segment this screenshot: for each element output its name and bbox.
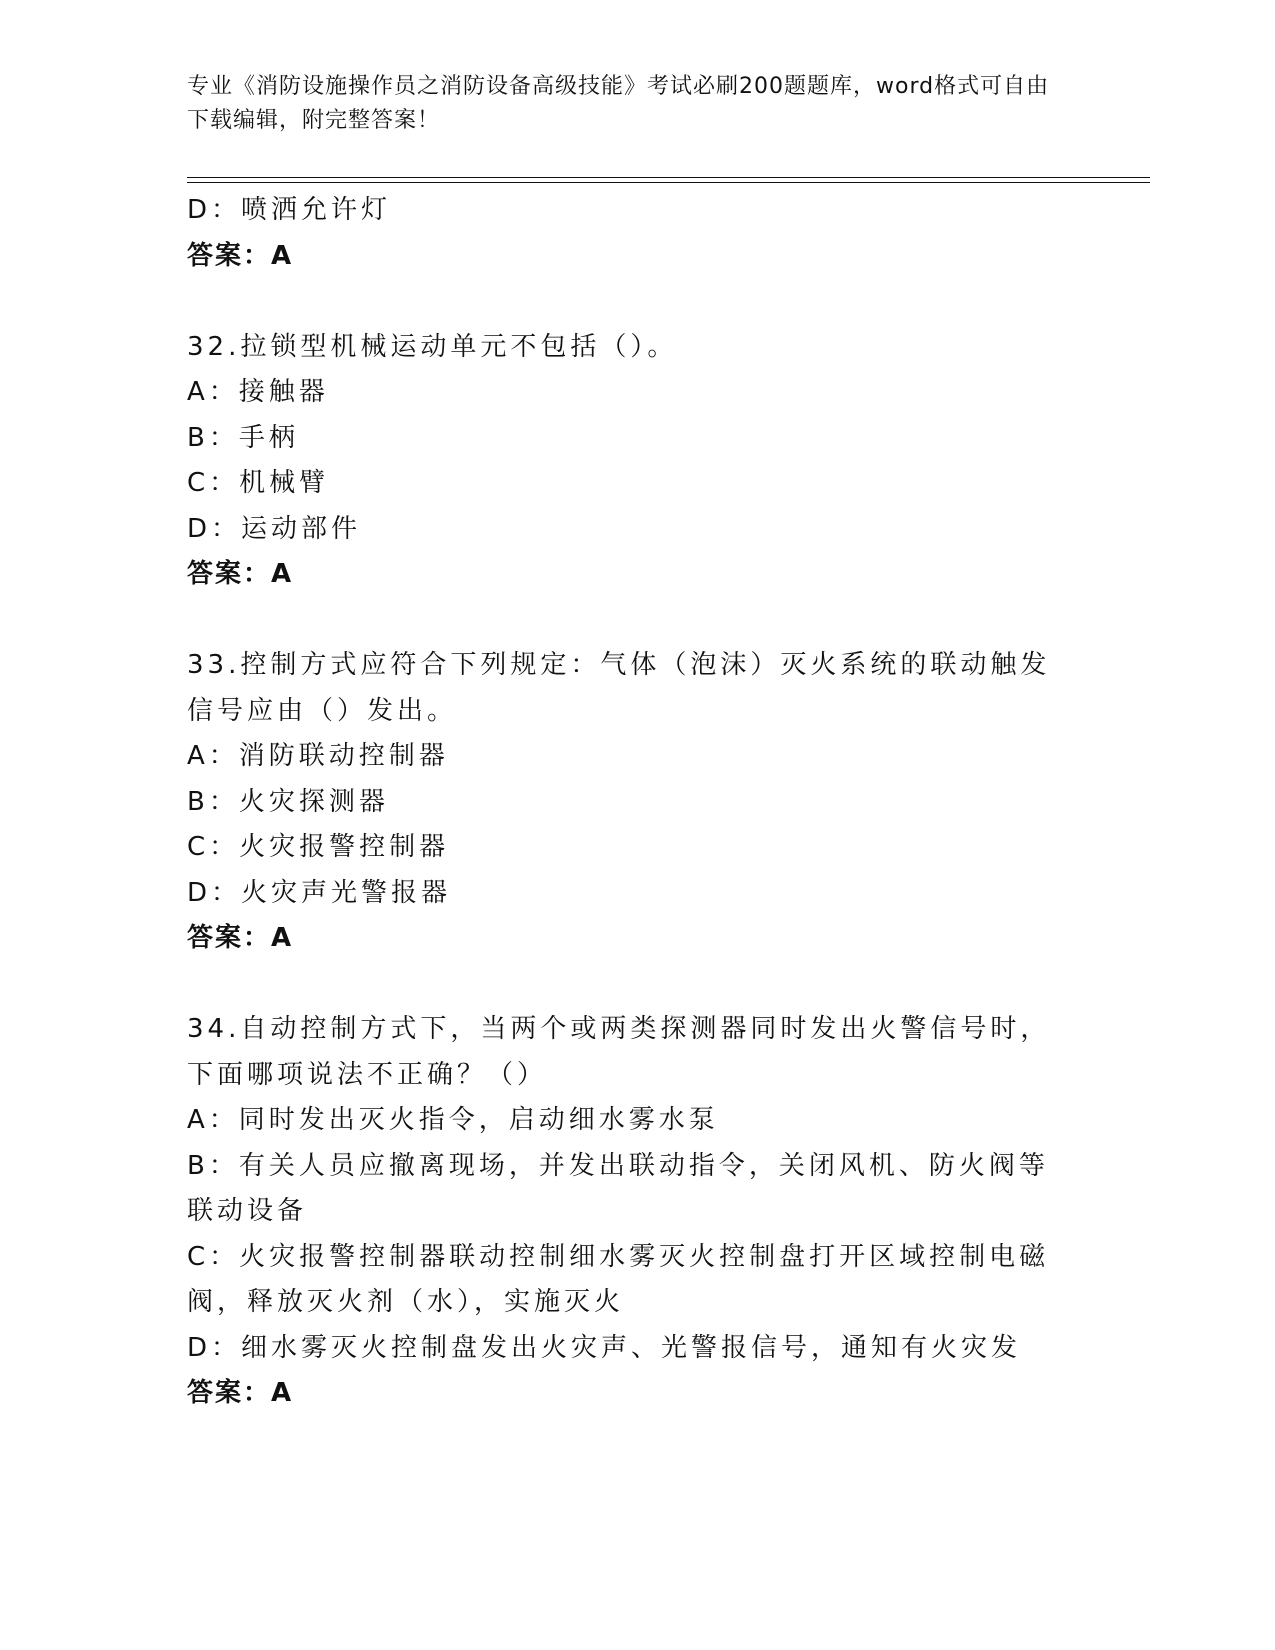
question-32 — [187, 325, 1077, 598]
spacer — [187, 598, 1077, 644]
option-b: B：火灾探测器 — [187, 786, 389, 817]
question-34 — [187, 1007, 1077, 1417]
option-d: D：运动部件 — [187, 513, 362, 544]
option-b: B：有关人员应撤离现场，并发出联动指令，关闭风机、防火阀等联动设备 — [187, 1150, 1049, 1226]
option-a: A：消防联动控制器 — [187, 741, 449, 771]
option-d: D：细水雾灭火控制盘发出火灾声、光警报信号，通知有火灾发 — [187, 1332, 1022, 1363]
answer: 答案：A — [187, 559, 294, 589]
option-c: C：机械臂 — [187, 468, 330, 498]
question-content — [187, 188, 1077, 1417]
question-stem: 33.控制方式应符合下列规定：气体（泡沫）灭火系统的联动触发信号应由（）发出。 — [187, 650, 1051, 726]
option-a: A：接触器 — [187, 377, 329, 407]
option-d: D：喷洒允许灯 — [187, 195, 392, 225]
question-stem: 34.自动控制方式下，当两个或两类探测器同时发出火警信号时，下面哪项说法不正确？（） — [187, 1014, 1051, 1090]
answer: 答案：A — [187, 923, 294, 953]
answer: 答案：A — [187, 240, 294, 271]
document-header: 专业《消防设施操作员之消防设备高级技能》考试必刷200题题库，word格式可自由下载编辑，附完整答案！ — [187, 74, 1050, 133]
header-divider-bottom — [187, 182, 1150, 183]
header-divider-top — [187, 177, 1150, 178]
option-d: D：火灾声光警报器 — [187, 877, 452, 908]
question-33 — [187, 643, 1077, 962]
option-a: A：同时发出灭火指令，启动细水雾水泵 — [187, 1105, 719, 1135]
option-b: B：手柄 — [187, 422, 299, 453]
question-stem: 32.拉锁型机械运动单元不包括（）。 — [187, 331, 678, 362]
option-c: C：火灾报警控制器 — [187, 832, 450, 862]
spacer — [187, 279, 1077, 325]
option-c: C：火灾报警控制器联动控制细水雾灭火控制盘打开区域控制电磁阀，释放灭火剂（水），实施灭火 — [187, 1241, 1050, 1317]
spacer — [187, 962, 1077, 1008]
answer: 答案：A — [187, 1378, 294, 1408]
